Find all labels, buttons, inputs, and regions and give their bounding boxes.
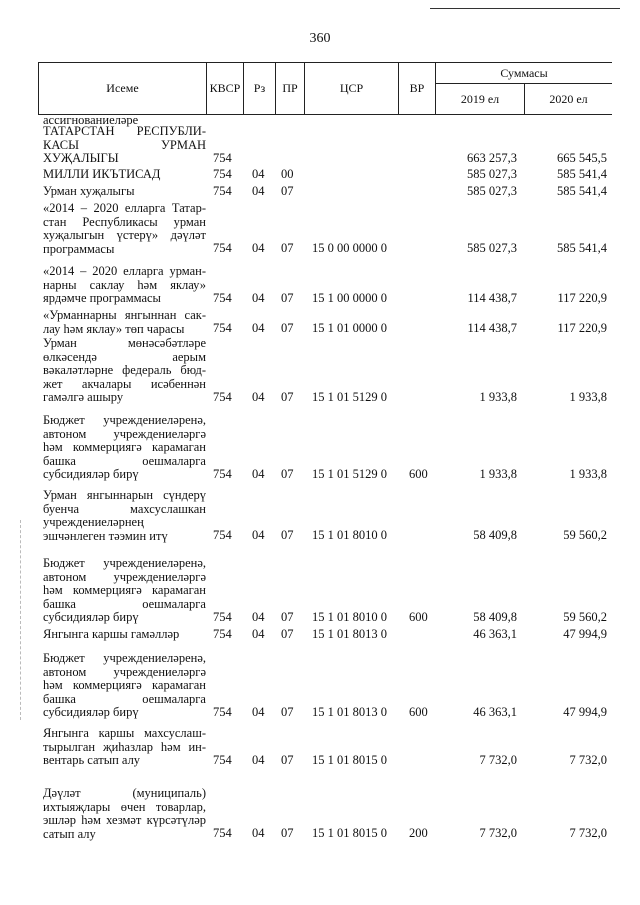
row-name-line: ХУҖАЛЫГЫ	[43, 151, 119, 166]
cell-rz: 04	[252, 826, 265, 841]
header-name: Исеме	[106, 81, 139, 95]
row-name-line: һәм коммерциягә карамаган	[43, 678, 206, 693]
header-csr: ЦСР	[339, 81, 364, 95]
cell-s2020: 1 933,8	[569, 467, 607, 481]
margin-mark	[20, 520, 22, 720]
cell-kvsr: 754	[213, 321, 232, 336]
cell-kvsr: 754	[213, 150, 232, 165]
row-name-line: буенча махсуслашкан	[43, 501, 206, 516]
cell-kvsr: 754	[213, 626, 232, 641]
table-row	[38, 489, 612, 543]
row-name-line: программасы	[43, 241, 115, 256]
row-name-line: һәм коммерциягә карамаган	[43, 583, 206, 598]
header-2020: 2020 ел	[549, 91, 588, 106]
cell-pr: 07	[281, 467, 294, 481]
row-name-line: МИЛЛИ ИКЪТИСАД	[43, 167, 161, 181]
cell-s2020: 1 933,8	[569, 390, 607, 404]
cell-pr: 07	[281, 183, 294, 198]
cell-kvsr: 754	[213, 290, 232, 305]
row-name-line: лау һәм яклау» төп чарасы	[43, 321, 185, 336]
cell-s2020: 7 732,0	[569, 752, 607, 767]
row-name-line: субсидияләр бирү	[43, 467, 139, 482]
row-name-line: Урман янгыннарын сүндерү	[43, 488, 206, 502]
header-vr: ВР	[409, 81, 425, 95]
table-row	[38, 337, 612, 405]
cell-s2020: 59 560,2	[563, 610, 607, 624]
cell-pr: 07	[281, 826, 294, 841]
cell-vr: 600	[409, 705, 428, 719]
row-name-line: өлкәсендә аерым	[43, 349, 206, 364]
cell-s2019: 58 409,8	[473, 528, 517, 543]
row-name-line: Бюджет учреждениеләренә,	[43, 413, 206, 427]
cell-rz: 04	[252, 290, 265, 305]
cell-s2020: 117 220,9	[557, 321, 607, 336]
cell-pr: 00	[281, 166, 294, 181]
table-row	[38, 414, 612, 482]
row-name-line: ихтыяҗлары өчен товарлар,	[43, 799, 206, 814]
cell-s2020: 47 994,9	[563, 705, 607, 719]
header-sums: Суммасы	[500, 65, 548, 80]
cell-s2019: 114 438,7	[467, 290, 517, 305]
cell-s2020: 665 545,5	[557, 150, 607, 165]
cell-csr: 15 1 01 8010 0	[312, 610, 387, 624]
row-name-line: Бюджет учреждениеләренә,	[43, 651, 206, 665]
cell-vr: 200	[409, 826, 428, 841]
cell-rz: 04	[252, 321, 265, 336]
row-name-line: гамәлгә ашыру	[43, 390, 124, 405]
row-name-line: Янгынга каршы махсуслаш-	[43, 726, 206, 740]
row-name-line: субсидияләр бирү	[43, 610, 139, 625]
table-row	[38, 727, 612, 768]
cell-rz: 04	[252, 467, 265, 481]
row-name-line: ассигнованиеләре	[43, 113, 139, 127]
cell-s2020: 59 560,2	[563, 528, 607, 543]
cell-pr: 07	[281, 528, 294, 543]
table-row	[38, 628, 612, 642]
table-row	[38, 787, 612, 841]
row-name-line: автоном учреждениеләргә	[43, 426, 206, 441]
cell-s2019: 1 933,8	[479, 467, 517, 481]
header-kvsr: КВСР	[209, 81, 241, 95]
table-header	[38, 62, 612, 115]
row-name-line: эшләр һәм хезмәт күрсәтүләр	[43, 813, 206, 828]
cell-s2019: 585 027,3	[467, 183, 517, 198]
cell-pr: 07	[281, 626, 294, 641]
cell-s2019: 7 732,0	[479, 826, 517, 841]
cell-kvsr: 754	[213, 705, 232, 719]
row-name-line: Дәүләт (муниципаль)	[43, 786, 206, 800]
cell-s2020: 7 732,0	[569, 826, 607, 841]
cell-s2019: 114 438,7	[467, 321, 517, 336]
header-rz: Рз	[253, 81, 266, 95]
row-name-line: башка оешмаларга	[43, 691, 206, 706]
cell-rz: 04	[252, 166, 265, 181]
row-name-line: хуҗалыгын үстерү» дәүләт	[43, 228, 206, 243]
row-name-line: башка оешмаларга	[43, 596, 206, 611]
page-number: 360	[309, 31, 331, 46]
top-rule	[430, 8, 620, 9]
cell-s2019: 46 363,1	[473, 626, 517, 641]
cell-vr: 600	[409, 467, 428, 481]
cell-rz: 04	[252, 528, 265, 543]
table-row	[38, 125, 612, 166]
cell-csr: 15 1 01 8015 0	[312, 826, 387, 841]
row-name-line: вентарь сатып алу	[43, 753, 141, 768]
cell-csr: 15 1 01 0000 0	[312, 321, 387, 336]
cell-csr: 15 1 01 5129 0	[312, 467, 387, 481]
cell-rz: 04	[252, 752, 265, 767]
row-name-line: Урман хуҗалыгы	[43, 184, 135, 198]
cell-s2019: 663 257,3	[467, 150, 517, 165]
cell-csr: 15 1 01 8013 0	[312, 626, 387, 641]
cell-pr: 07	[281, 752, 294, 767]
table-row	[38, 185, 612, 199]
cell-rz: 04	[252, 626, 265, 641]
cell-csr: 15 1 01 8015 0	[312, 752, 387, 767]
cell-kvsr: 754	[213, 528, 232, 543]
cell-pr: 07	[281, 390, 294, 404]
cell-rz: 04	[252, 390, 265, 404]
cell-pr: 07	[281, 705, 294, 719]
row-name-line: автоном учреждениеләргә	[43, 664, 206, 679]
row-name-line: жет акчалары исәбеннән	[43, 376, 206, 391]
cell-kvsr: 754	[213, 183, 232, 198]
table-row	[38, 652, 612, 720]
row-name-line: автоном учреждениеләргә	[43, 569, 206, 584]
row-name-line: Урман мөнәсәбәтләре	[43, 336, 206, 350]
row-name-line: Янгынга каршы гамәлләр	[43, 627, 180, 641]
cell-kvsr: 754	[213, 166, 232, 181]
row-name-line: башка оешмаларга	[43, 453, 206, 468]
row-name-line: ярдәмче программасы	[43, 291, 161, 306]
cell-rz: 04	[252, 610, 265, 624]
cell-s2020: 117 220,9	[557, 290, 607, 305]
row-name-line: КАСЫ УРМАН	[43, 137, 206, 152]
cell-s2019: 7 732,0	[479, 752, 517, 767]
cell-s2020: 585 541,4	[557, 241, 607, 256]
row-name-line: Бюджет учреждениеләренә,	[43, 556, 206, 570]
header-2019: 2019 ел	[460, 91, 500, 106]
cell-pr: 07	[281, 241, 294, 256]
cell-pr: 07	[281, 610, 294, 624]
row-name-line: стан Республикасы урман	[43, 214, 206, 229]
cell-s2019: 1 933,8	[479, 390, 517, 404]
row-name-line: вәкаләтләрне федераль бюд-	[43, 363, 206, 378]
header-pr: ПР	[282, 81, 298, 95]
cell-pr: 07	[281, 290, 294, 305]
cell-csr: 15 0 00 0000 0	[312, 241, 387, 256]
table-row	[38, 202, 612, 256]
cell-kvsr: 754	[213, 826, 232, 841]
cell-csr: 15 1 01 8010 0	[312, 528, 387, 543]
row-name-line: тырылган җиһазлар һәм ин-	[43, 739, 206, 754]
cell-s2019: 585 027,3	[467, 166, 517, 181]
table-row	[38, 557, 612, 625]
cell-kvsr: 754	[213, 390, 232, 404]
row-name-line: ТАТАРСТАН РЕСПУБЛИ-	[43, 124, 206, 138]
cell-rz: 04	[252, 183, 265, 198]
cell-kvsr: 754	[213, 467, 232, 481]
cell-vr: 600	[409, 610, 428, 624]
row-name-line: учреждениеләрнең	[43, 515, 144, 530]
row-name-line: «Урманнарны янгыннан сак-	[43, 308, 206, 322]
cell-csr: 15 1 01 8013 0	[312, 705, 387, 719]
row-name-line: сатып алу	[43, 826, 96, 841]
cell-s2020: 585 541,4	[557, 166, 607, 181]
cell-kvsr: 754	[213, 752, 232, 767]
cell-kvsr: 754	[213, 241, 232, 256]
cell-s2019: 58 409,8	[473, 610, 517, 624]
cell-s2020: 585 541,4	[557, 183, 607, 198]
cell-rz: 04	[252, 705, 265, 719]
cell-kvsr: 754	[213, 610, 232, 624]
table-row	[38, 265, 612, 306]
row-name-line: субсидияләр бирү	[43, 705, 139, 720]
cell-s2020: 47 994,9	[563, 626, 607, 641]
cell-csr: 15 1 00 0000 0	[312, 290, 387, 305]
cell-s2019: 46 363,1	[473, 705, 517, 719]
cell-csr: 15 1 01 5129 0	[312, 390, 387, 404]
cell-s2019: 585 027,3	[467, 241, 517, 256]
row-name-line: «2014 – 2020 елларга урман-	[43, 264, 206, 278]
cell-pr: 07	[281, 321, 294, 336]
row-name-line: «2014 – 2020 елларга Татар-	[43, 201, 206, 215]
table-row	[38, 309, 612, 336]
row-name-line: һәм коммерциягә карамаган	[43, 440, 206, 455]
row-name-line: нарны саклау һәм яклау»	[43, 277, 206, 292]
cell-rz: 04	[252, 241, 265, 256]
row-name-line: эшчәнлеген тәэмин итү	[43, 528, 168, 543]
table-row	[38, 168, 612, 182]
